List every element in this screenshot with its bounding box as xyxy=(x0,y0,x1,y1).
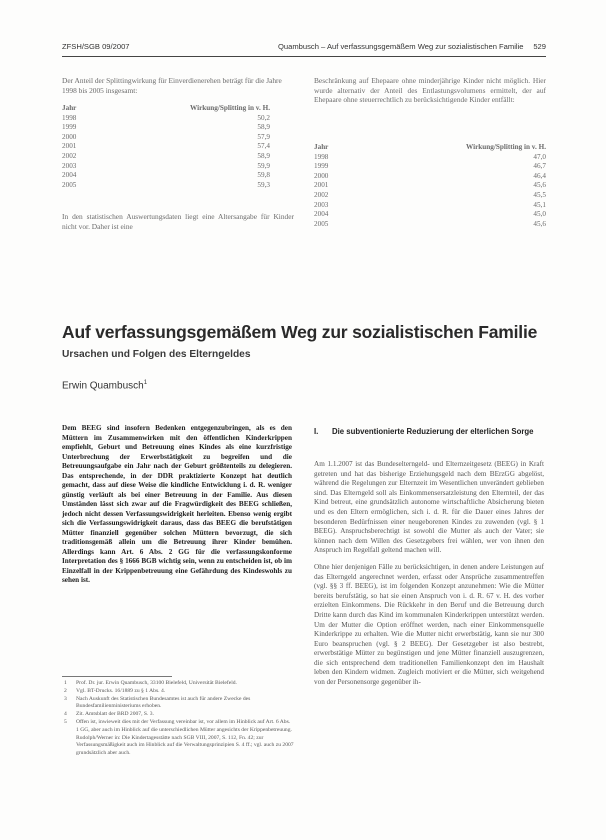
table-row: 2003 45,1 xyxy=(314,200,546,209)
table-row: 2000 46,4 xyxy=(314,171,546,180)
abstract: Dem BEEG sind insofern Bedenken entgegenzubringen, als es den Müttern im Zusammenwirken mit den öffentlichen Kinderkrippen empfiehlt, Geburt und Betreuung eines Kindes als eine kurzfristige Unterbrechung der Erwerbstätigkeit zu begreifen und die Betreuungsaufgabe ein Jahr nach der Geburt größtenteils zu delegieren. Das entsprechende, in der DDR praktizierte Konzept hat deutlich gemacht, dass auf diese Weise die kindliche Entwicklung i. d. R. weniger günstig verläuft als bei einer Betreuung in der Familie. Aus diesen Umständen lässt sich zwar auf die Fragwürdigkeit des BEEG schließen, jedoch nicht dessen Verfassungswidrigkeit herleiten. Ebenso wenig ergibt sich die Verfassungswidrigkeit daraus, dass das BEEG die berufstätigen Mütter finanziell gegenüber solchen Müttern bevorzugt, die sich traditionsgemäß allein um die Betreuung ihrer Kinder bemühen. Allerdings kann Art. 6 Abs. 2 GG für die verfassungskonforme Interpretation des § 1666 BGB wichtig sein, wenn zu entscheiden ist, ob im Einzelfall in der Krippenbetreuung eine Gefährdung des Kindeswohls zu sehen ist. xyxy=(62,424,292,584)
table-row: 1998 50,2 xyxy=(62,113,270,122)
table-row: 2001 57,4 xyxy=(62,142,270,151)
footnotes xyxy=(62,680,294,758)
table-header: Jahr Wirkung/Splitting in v. H. xyxy=(314,143,546,151)
article-author xyxy=(62,380,147,391)
top-left-outro: In den statistischen Auswertungsdaten liegt eine Altersangabe für Kinder nicht vor. Daher ist eine xyxy=(62,212,294,231)
article-subtitle: Ursachen und Folgen des Elterngeldes xyxy=(62,349,251,360)
top-left-intro: Der Anteil der Splittingwirkung für Einverdienerehen beträgt für die Jahre 1998 bis 2005 insgesamt: xyxy=(62,76,282,95)
splitting-table-right xyxy=(314,143,546,229)
footnote-rule xyxy=(62,676,172,677)
footnote: 1 Prof. Dr. jur. Erwin Quambusch, 33100 Bielefeld, Universität Bielefeld. xyxy=(64,680,237,686)
body-text xyxy=(314,460,544,695)
page-number: 529 xyxy=(533,42,546,51)
table-row: 2005 59,3 xyxy=(62,180,270,189)
body-paragraph: Ohne hier denjenigen Fälle zu berücksichtigen, in denen andere Leistungen auf das Elterngeld angerechnet werden, erfasst oder Ansprüche zusammentreffen (vgl. §§ 3 ff. BEEG), ist im folgenden Konzept anzunehmen: Wie die Mütter bereits berufstätig, so hat sie einen Anspruch von i. d. R. 67 v. H. des vorher erzielten Einkommens. Die Rückkehr in den Beruf und die Betreuung durch Dritte kann durch das Kind im kommunalen Kinderkrippen unterstützt werden. Um der Mutter die Option eröffnet werden, nach einer Einkommensquelle Kinderkrippe zu erhalten. Wie die Mutter nicht erwerbstätig, kann sie nur 300 Euro beanspruchen (vgl. § 2 BEEG). Der Gesetzgeber ist also bestrebt, erwerbstätige Mütter zu begünstigen und jene Mütter finanziell auszugrenzen, die sich entsprechend dem traditionellen Familienkonzept den im Haushalt leben den Kindern widmen. Zugleich motiviert er die Mütter, sich weitgehend von der Personensorge gegenüber ih- xyxy=(314,562,544,687)
footnote: 3 Nach Auskunft des Statistischen Bundesamtes ist auch für andere Zwecke des Bundesfamilienministeriums erhoben. xyxy=(64,695,251,710)
footnote: 5 Offen ist, inwieweit dies mit der Verfassung vereinbar ist, vor allem im Hinblick auf Art. 6 Abs. 1 GG, aber auch im Hinblick auf die unterschiedlichen Mütter angesichts der Krippenbetreuung. Rudolph/Werner in: Die Kindertagesstätte nach SGB VIII, 2007, S. 112, Fn. 42; zur Verfassungsmäßigkeit auch im Hinblick auf die Verwaltungsprinzipien S. 4 ff.; vgl. auch zu 2007 grundsätzlich aber auch. xyxy=(64,718,294,757)
article-title: Auf verfassungsgemäßem Weg zur sozialistischen Familie xyxy=(62,322,538,342)
section-title: Die subventionierte Reduzierung der elterlichen Sorge xyxy=(332,427,534,436)
table-row: 2002 45,5 xyxy=(314,190,546,199)
author-footnote-mark: 1 xyxy=(143,380,148,386)
table-row: 2003 59,9 xyxy=(62,161,270,170)
table-row: 2005 45,6 xyxy=(314,219,546,228)
running-title: Quambusch – Auf verfassungsgemäßem Weg zur sozialistischen Familie xyxy=(278,42,524,51)
splitting-table-left xyxy=(62,104,270,190)
table-row: 2004 59,8 xyxy=(62,171,270,180)
table-row: 2002 58,9 xyxy=(62,151,270,160)
footnote: 4 Zit. Amtsblatt der BRD 2007, S. 3. xyxy=(64,711,155,718)
header-rule xyxy=(62,56,546,57)
table-row: 2001 45,6 xyxy=(314,181,546,190)
footnote: 2 Vgl. BT-Drucks. 16/1889 zu § 1 Abs. 4. xyxy=(64,687,166,694)
table-row: 2000 57,9 xyxy=(62,132,270,141)
table-row: 1999 58,9 xyxy=(62,123,270,132)
journal-issue: ZFSH/SGB 09/2007 xyxy=(62,42,130,51)
table-row: 1998 47,0 xyxy=(314,152,546,161)
section-number: I. xyxy=(314,427,319,436)
author-name: Erwin Quambusch xyxy=(62,380,144,392)
body-paragraph: Am 1.1.2007 ist das Bundeselterngeld- und Elternzeitgesetz (BEEG) in Kraft getreten und hat das bisherige Erziehungsgeld nach dem BErzGG abgelöst, während die Regelungen zur Elternzeit im Wesentlichen unverändert geblieben sind. Das Elterngeld soll als Einkommensersatzleistung den Elternteil, der das Kind betreut, eine grundsätzlich autonome wirtschaftliche Absicherung bieten und es den Eltern ermöglichen, sich i. d. R. für die Dauer eines Jahres der besonderen Bedürfnissen einer neugeborenen Kindes zu zuwenden (vgl. § 1 BEEG). Anspruchsberechtigt ist sowohl die Mutter als auch der Vater; sie können nach dem Willen des Gesetzgebers frei wählen, wer von ihnen den Anspruch im Regelfall geltend machen will. xyxy=(314,460,544,555)
running-header xyxy=(62,40,546,54)
table-row: 2004 45,0 xyxy=(314,210,546,219)
table-row: 1999 46,7 xyxy=(314,162,546,171)
table-header: Jahr Wirkung/Splitting in v. H. xyxy=(62,104,270,112)
top-right-intro: Beschränkung auf Ehepaare ohne minderjährige Kinder nicht möglich. Hier wurde alternativ der Anteil des Entlastungsvolumens ermittelt, der auf Ehepaare ohne steuerrechtlich zu berücksichtigende Kinder entfällt: xyxy=(314,76,546,105)
